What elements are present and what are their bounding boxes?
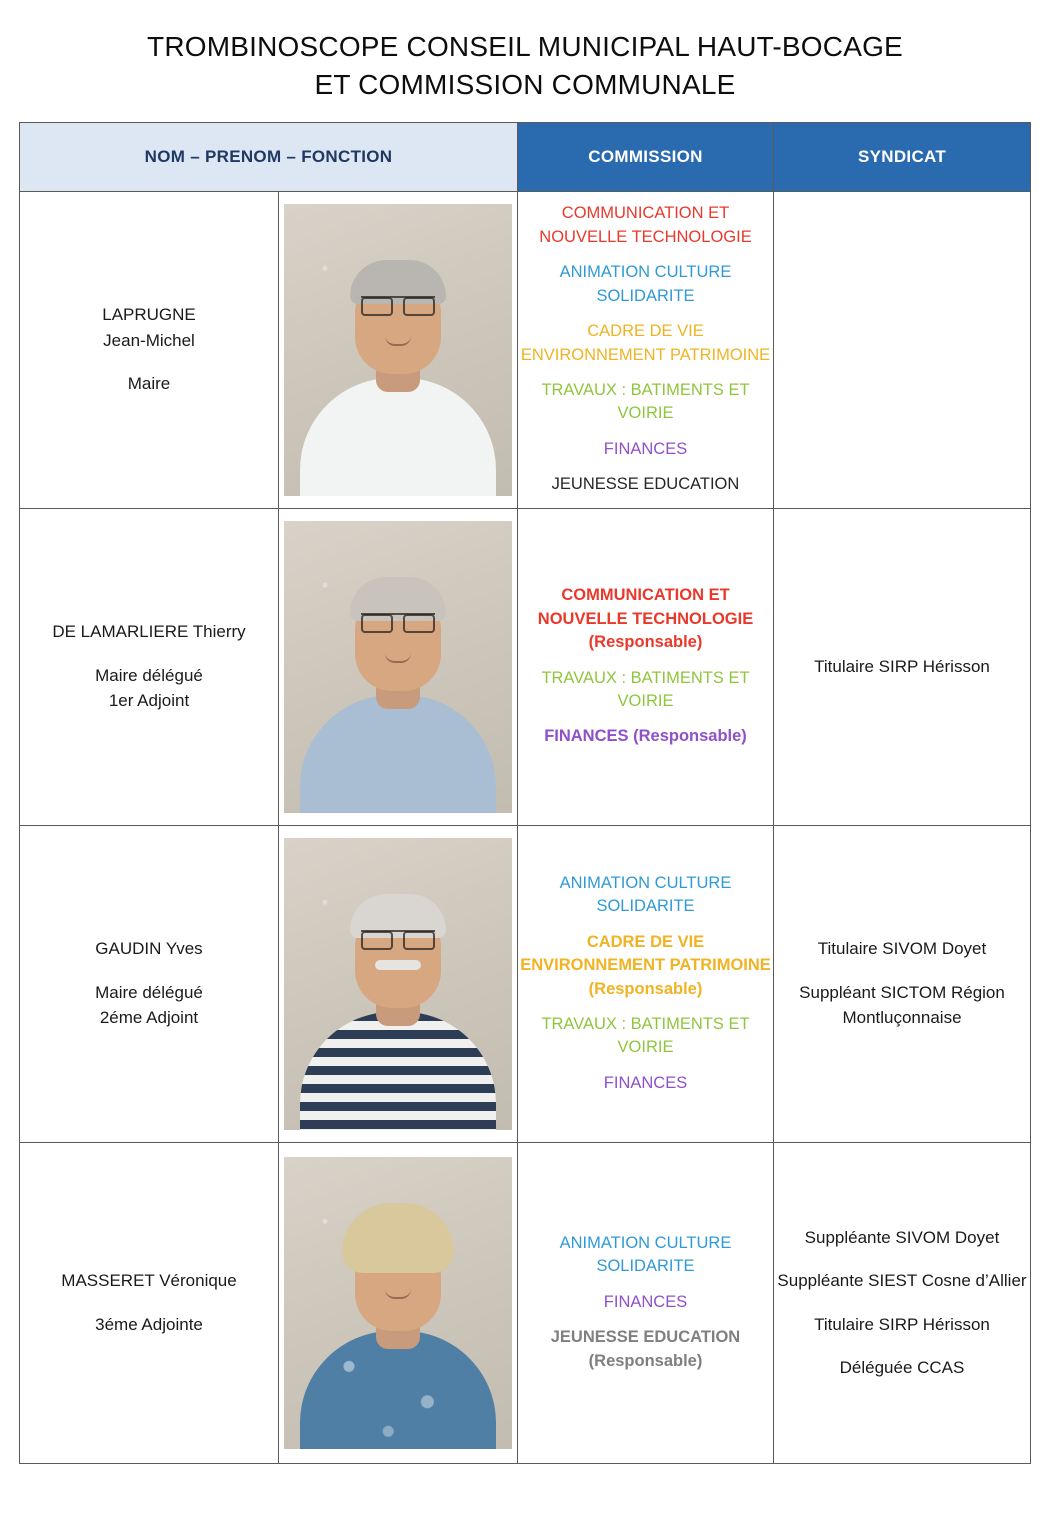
commission-item: JEUNESSE EDUCATION [551,475,740,494]
member-photo [284,1157,512,1449]
syndicat-item: Titulaire SIRP Hérisson [814,656,990,676]
member-lastname: MASSERET Véronique [61,1271,237,1291]
column-header-commission: COMMISSION [518,122,774,191]
table-header [20,122,1031,191]
syndicat-item: Suppléante SIEST Cosne d’Allier [777,1271,1027,1291]
member-role-line-1: Maire délégué [95,982,203,1002]
cell-name [20,825,518,1142]
member-lastname: GAUDIN Yves [95,939,203,959]
photo-glasses [361,296,435,314]
syndicat-item: Suppléant SICTOM Région Montluçonnaise [799,982,1005,1028]
table-header-row [20,122,1031,191]
member-firstname: Jean-Michel [103,330,195,350]
syndicat-item: Titulaire SIVOM Doyet [817,939,987,959]
photo-figure [284,949,512,1130]
cell-name [20,508,518,825]
commission-item: TRAVAUX : BATIMENTS ET VOIRIE [541,381,750,423]
table-row [20,508,1031,825]
commission-item: TRAVAUX : BATIMENTS ET VOIRIE [541,1015,750,1057]
cell-photo [278,1143,517,1463]
cell-name [20,1142,518,1463]
commission-item: TRAVAUX : BATIMENTS ET VOIRIE [541,668,750,711]
page-title-line-1: TROMBINOSCOPE CONSEIL MUNICIPAL HAUT-BOCAGE [147,31,903,62]
member-identity [20,509,278,825]
member-role-line-1: Maire délégué [95,665,203,685]
photo-glasses [361,613,435,631]
cell-syndicat [774,1142,1031,1463]
photo-torso [300,695,496,813]
photo-figure [284,632,512,813]
syndicat-item: Suppléante SIVOM Doyet [804,1227,1000,1247]
commission-item: COMMUNICATION ET NOUVELLE TECHNOLOGIE (Responsable) [537,586,754,652]
table-row [20,191,1031,508]
commission-item: FINANCES (Responsable) [544,727,747,746]
member-photo [284,521,512,813]
table-body [20,191,1031,1463]
trombinoscope-table [19,122,1031,1464]
commission-item: FINANCES [603,1073,688,1092]
commission-item: COMMUNICATION ET NOUVELLE TECHNOLOGIE [539,204,752,246]
member-role-line-1: 3éme Adjointe [95,1314,203,1334]
member-lastname: LAPRUGNE [102,305,196,325]
member-identity [20,1143,278,1463]
cell-photo [278,509,517,825]
syndicat-item: Titulaire SIRP Hérisson [814,1314,990,1334]
table-row [20,1142,1031,1463]
photo-glasses [361,930,435,948]
cell-photo [278,826,517,1142]
photo-figure [284,315,512,496]
photo-torso [300,1012,496,1130]
cell-name [20,191,518,508]
table-row [20,825,1031,1142]
commission-item: ANIMATION CULTURE SOLIDARITE [559,873,732,916]
cell-commission [518,191,774,508]
member-photo [284,204,512,496]
commission-item: ANIMATION CULTURE SOLIDARITE [559,263,732,305]
photo-torso [300,378,496,496]
member-identity [20,192,278,508]
member-role: Maire [127,374,171,394]
cell-commission [518,825,774,1142]
photo-figure [284,1268,512,1449]
commission-item: CADRE DE VIE ENVIRONNEMENT PATRIMOINE [520,322,771,364]
commission-item: FINANCES [603,439,688,458]
cell-photo [278,192,517,508]
cell-syndicat [774,508,1031,825]
photo-moustache [375,960,421,970]
commission-item: ANIMATION CULTURE SOLIDARITE [559,1234,732,1276]
cell-commission [518,508,774,825]
commission-item: CADRE DE VIE ENVIRONNEMENT PATRIMOINE (Responsable) [520,932,771,998]
member-lastname: DE LAMARLIERE Thierry [52,622,246,642]
member-identity [20,826,278,1142]
cell-commission [518,1142,774,1463]
member-role-line-2: 1er Adjoint [108,691,190,711]
member-role-line-2: 2éme Adjoint [99,1008,199,1028]
cell-syndicat [774,825,1031,1142]
column-header-name: NOM – PRENOM – FONCTION [20,122,518,191]
syndicat-item: Déléguée CCAS [839,1358,965,1378]
column-header-syndicat: SYNDICAT [774,122,1031,191]
page-title [40,28,1010,104]
cell-syndicat [774,191,1031,508]
commission-item: JEUNESSE EDUCATION (Responsable) [550,1328,741,1370]
commission-item: FINANCES [603,1292,688,1311]
page-title-line-2: ET COMMISSION COMMUNALE [314,68,736,100]
document-page [0,28,1050,1514]
member-photo [284,838,512,1130]
